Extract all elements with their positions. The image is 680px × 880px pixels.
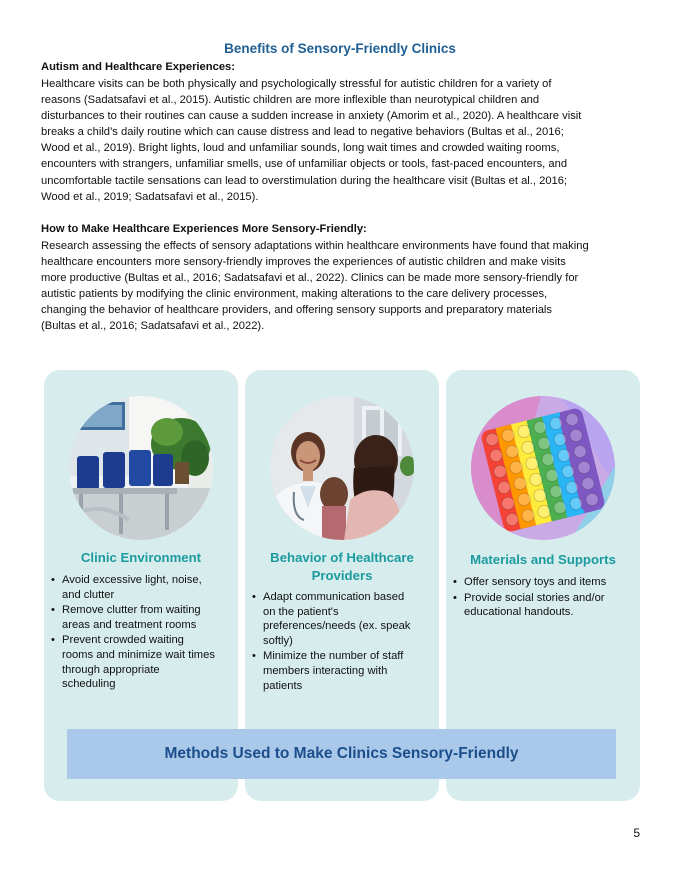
paragraph-line: Healthcare visits can be both physically and psychologically stressful for autistic children for a variety of — [41, 78, 552, 90]
card-bullet-list — [251, 590, 435, 694]
bullet-line: educational handouts. — [464, 606, 574, 619]
doctor-patient-photo — [270, 396, 414, 540]
waiting-room-photo — [69, 396, 213, 540]
list-item — [251, 590, 435, 648]
paragraph-line: more productive (Bultas et al., 2016; Sadatsafavi et al., 2022). Clinics can be made more sensory-friendly for — [41, 272, 579, 285]
list-item — [50, 573, 234, 602]
paragraph-line: disturbances to their routines can cause a sudden increase in anxiety (Amorim et al., 2020). A healthcare visit — [41, 110, 582, 123]
page-title: Benefits of Sensory-Friendly Clinics — [224, 41, 456, 56]
paragraph-line: reasons (Sadatsafavi et al., 2015). Autistic children are more inflexible than neurotypical children and — [41, 94, 540, 107]
paragraph-line: Wood et al., 2019; Sadatsafavi et al., 2015). — [41, 190, 259, 203]
bullet-line: • Minimize the number of staff — [263, 650, 404, 663]
bullet-line: and clutter — [62, 588, 115, 601]
paragraph-line: autistic patients by modifying the clinic environment, making alterations to the care delivery processes, — [41, 288, 548, 301]
bullet-line: on the patient's — [263, 605, 339, 618]
card-title-line: Behavior of Healthcare — [270, 550, 414, 565]
bullet-line: rooms and minimize wait times — [62, 648, 215, 661]
bullet-line: preferences/needs (ex. speak — [263, 620, 411, 633]
pop-it-toy-photo — [471, 396, 615, 540]
section-heading-autism: Autism and Healthcare Experiences: — [41, 61, 235, 73]
bullet-line: through appropriate — [62, 663, 160, 676]
bullet-line: • Adapt communication based — [263, 591, 405, 603]
paragraph-line: (Bultas et al., 2016; Sadatsafavi et al., 2022). — [41, 320, 265, 333]
bullet-line: areas and treatment rooms — [62, 618, 197, 631]
page-number: 5 — [633, 826, 640, 840]
paragraph-line: breaks a child’s daily routine which can cause distress and lead to negative behaviors (Bultas et al., 2016; — [41, 126, 564, 139]
paragraph-line: encounters with strangers, unfamiliar smells, use of unfamiliar objects or tools, fast-paced encounters, and — [41, 158, 568, 171]
bullet-line: • Offer sensory toys and items — [464, 576, 607, 588]
paragraph-line: Research assessing the effects of sensory adaptations within healthcare environments have found that making — [41, 240, 589, 252]
paragraph-line: changing the behavior of healthcare providers, and offering sensory supports and preparatory materials — [41, 304, 552, 317]
section-paragraph-autism — [41, 76, 645, 205]
list-item — [251, 649, 435, 693]
paragraph-line: uncomfortable tactile sensations can lead to overstimulation during the healthcare visit (Bultas et al., 2016; — [41, 174, 568, 187]
bullet-line: • Provide social stories and/or — [464, 591, 605, 604]
card-title: Clinic Environment — [80, 550, 202, 565]
section-heading-sensory: How to Make Healthcare Experiences More Sensory-Friendly: — [41, 223, 367, 235]
card-bullet-list — [452, 575, 636, 621]
card-title-line: Providers — [311, 568, 373, 583]
bullet-line: • Remove clutter from waiting — [62, 604, 201, 617]
card-bullet-list — [50, 573, 234, 693]
list-item — [50, 633, 234, 691]
bullet-line: softly) — [263, 634, 293, 647]
list-item — [452, 575, 636, 590]
bullet-line: members interacting with — [263, 664, 388, 677]
section-paragraph-sensory — [41, 238, 645, 335]
bullet-line: • Avoid excessive light, noise, — [62, 574, 202, 586]
bullet-line: • Prevent crowded waiting — [62, 634, 184, 647]
list-item — [452, 591, 636, 620]
bullet-line: scheduling — [62, 678, 116, 691]
list-item — [50, 603, 234, 632]
bullet-line: patients — [263, 679, 303, 692]
methods-banner: Methods Used to Make Clinics Sensory-Friendly — [67, 729, 616, 779]
paragraph-line: healthcare encounters more sensory-friendly improves the experiences of autistic children and make visits — [41, 256, 566, 269]
card-title: Materials and Supports — [470, 552, 616, 567]
paragraph-line: Wood et al., 2019). Bright lights, loud and unfamiliar sounds, long wait times and crowded waiting rooms, — [41, 142, 560, 155]
